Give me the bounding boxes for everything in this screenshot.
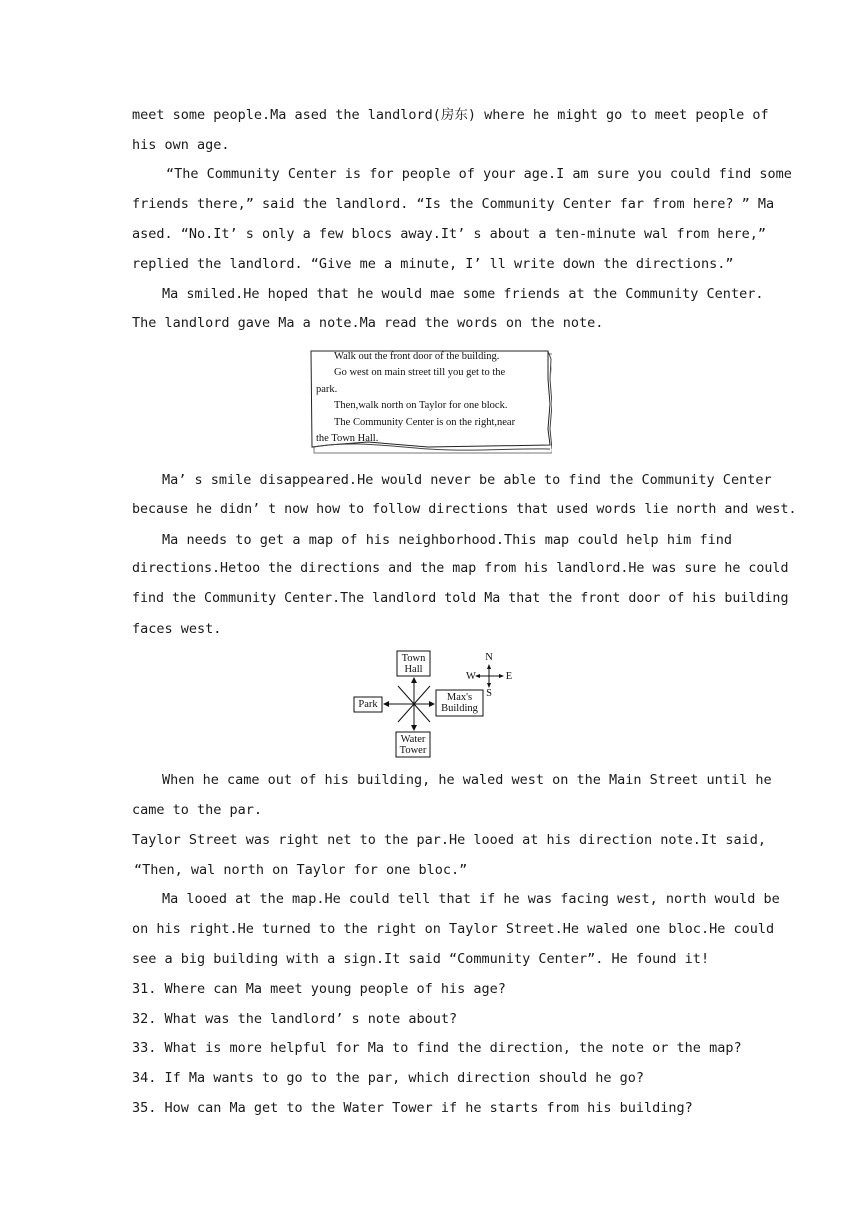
maxs-building-label-line2: Building [441, 703, 478, 714]
paragraph-line: came to the par. [132, 802, 263, 818]
note-line: the Town Hall. [316, 433, 379, 445]
town-hall-label [397, 653, 430, 675]
paragraph-line: because he didn’ t now how to follow directions that used words lie north and west. [132, 502, 797, 517]
maxs-building-label-line1: Max's [446, 692, 473, 703]
question-32: 32. What was the landlord’ s note about? [132, 1011, 458, 1027]
water-tower-label-line1: Water [400, 734, 426, 745]
water-tower-label-line2: Tower [399, 745, 427, 756]
park-label: Park [358, 699, 378, 710]
paragraph-line: The landlord gave Ma a note.Ma read the words on the note. [132, 315, 604, 331]
paragraph-line: friends there,” said the landlord. “Is the Community Center far from here? ” Ma [132, 196, 775, 212]
compass-east-label: E [505, 671, 513, 682]
paragraph-line: “Then, wal north on Taylor for one bloc.” [134, 862, 468, 878]
water-tower-label [396, 734, 430, 756]
paragraph-line: Ma smiled.He hoped that he would mae some friends at the Community Center. [162, 286, 764, 302]
paragraph-line: faces west. [132, 621, 222, 637]
maxs-building-label [436, 692, 483, 714]
paragraph-line: Taylor Street was right net to the par.He looed at his direction note.It said, [132, 832, 766, 848]
note-line: The Community Center is on the right,near [334, 416, 516, 428]
question-33: 33. What is more helpful for Ma to find the direction, the note or the map? [132, 1040, 742, 1056]
town-hall-label-line2: Hall [404, 664, 423, 675]
question-31: 31. Where can Ma meet young people of his age? [132, 981, 506, 997]
paragraph-line: meet some people.Ma ased the landlord(房东) where he might go to meet people of [132, 107, 769, 123]
compass-west-label: W [466, 671, 476, 682]
paragraph-line: directions.Hetoo the directions and the map from his landlord.He was sure he could [132, 561, 789, 576]
paragraph-line: When he came out of his building, he waled west on the Main Street until he [162, 772, 772, 788]
paragraph-line: find the Community Center.The landlord told Ma that the front door of his building [132, 591, 789, 606]
paragraph-line: Ma looed at the map.He could tell that if he was facing west, north would be [162, 891, 780, 907]
paragraph-line: ased. “No.It’ s only a few blocs away.It’ s about a ten-minute wal from here,” [132, 226, 766, 242]
question-35: 35. How can Ma get to the Water Tower if he starts from his building? [132, 1100, 693, 1116]
note-line: Walk out the front door of the building. [334, 351, 500, 362]
paragraph-line: on his right.He turned to the right on Taylor Street.He waled one bloc.He could [132, 921, 775, 937]
compass-north-label: N [485, 652, 493, 663]
paragraph-line: replied the landlord. “Give me a minute, I’ ll write down the directions.” [132, 256, 734, 272]
paragraph-line: Ma’ s smile disappeared.He would never be able to find the Community Center [162, 472, 772, 488]
note-line: Then,walk north on Taylor for one block. [334, 400, 508, 412]
compass-south-label: S [486, 688, 492, 699]
note-line: Go west on main street till you get to the [334, 367, 506, 379]
paragraph-line: his own age. [132, 137, 230, 153]
note-line: park. [316, 383, 338, 395]
paragraph-line: see a big building with a sign.It said “Community Center”. He found it! [132, 951, 710, 967]
paragraph-line: “The Community Center is for people of your age.I am sure you could find some [166, 166, 792, 182]
note-text [308, 349, 540, 447]
town-hall-label-line1: Town [401, 653, 426, 664]
neighborhood-map [350, 648, 520, 760]
landlord-note-figure [308, 349, 548, 452]
paragraph-line: Ma needs to get a map of his neighborhood.This map could help him find [162, 532, 732, 548]
question-34: 34. If Ma wants to go to the par, which direction should he go? [132, 1070, 645, 1086]
